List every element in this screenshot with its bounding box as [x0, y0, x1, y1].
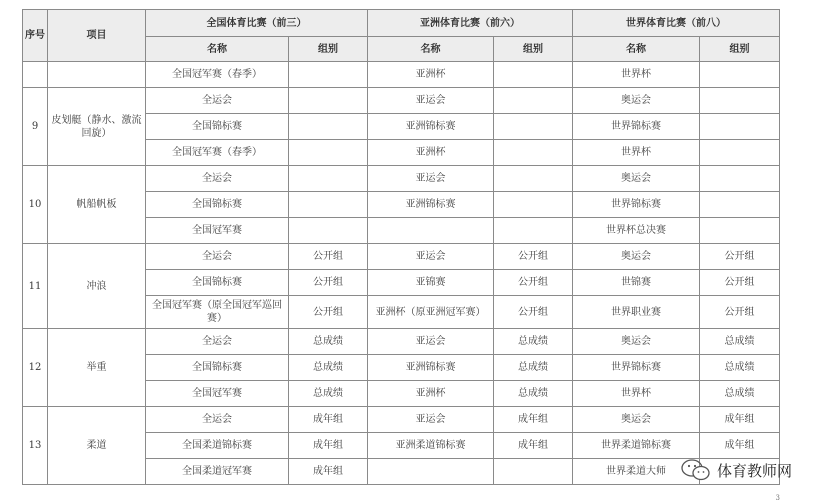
cell-world-name: 奥运会 [573, 244, 700, 270]
cell-world-name: 世界杯 [573, 62, 700, 88]
cell-national-group [289, 88, 368, 114]
table-row [23, 88, 780, 114]
cell-national-name: 全国冠军赛 [146, 381, 289, 407]
cell-national-name: 全国柔道锦标赛 [146, 433, 289, 459]
cell-world-group [700, 114, 780, 140]
table-row [23, 166, 780, 192]
cell-national-group [289, 140, 368, 166]
cell-asian-name: 亚洲杯 [368, 140, 494, 166]
cell-asian-name [368, 459, 494, 485]
cell-world-group [700, 166, 780, 192]
cell-world-name: 世界锦标赛 [573, 355, 700, 381]
cell-asian-name: 亚锦赛 [368, 270, 494, 296]
page-number: 3 [775, 494, 780, 502]
cell-asian-group: 总成绩 [494, 355, 573, 381]
header-row-top [23, 10, 780, 37]
cell-world-name: 世界杯 [573, 381, 700, 407]
header-group: 组别 [494, 37, 573, 62]
cell-national-group [289, 166, 368, 192]
cell-world-name: 世锦赛 [573, 270, 700, 296]
cell-national-name: 全运会 [146, 407, 289, 433]
cell-item: 皮划艇（静水、激流回旋） [48, 88, 146, 166]
cell-world-name: 世界柔道锦标赛 [573, 433, 700, 459]
cell-asian-name: 亚洲杯 [368, 381, 494, 407]
cell-national-group: 公开组 [289, 244, 368, 270]
cell-world-name: 世界柔道大师 [573, 459, 700, 485]
cell-world-group: 成年组 [700, 407, 780, 433]
cell-world-name: 世界锦标赛 [573, 192, 700, 218]
watermark [681, 459, 792, 481]
cell-asian-group [494, 459, 573, 485]
cell-asian-group: 公开组 [494, 244, 573, 270]
table-body [23, 62, 780, 485]
table-row [23, 62, 780, 88]
cell-world-group: 公开组 [700, 244, 780, 270]
cell-national-group: 公开组 [289, 270, 368, 296]
cell-asian-name: 亚洲杯 [368, 62, 494, 88]
cell-national-name: 全国冠军赛（原全国冠军巡回赛） [146, 296, 289, 329]
cell-national-name: 全运会 [146, 166, 289, 192]
cell-national-name: 全国锦标赛 [146, 270, 289, 296]
cell-seq: 12 [23, 329, 48, 407]
cell-asian-name: 亚洲锦标赛 [368, 192, 494, 218]
cell-national-name: 全国柔道冠军赛 [146, 459, 289, 485]
cell-asian-name: 亚洲柔道锦标赛 [368, 433, 494, 459]
cell-world-name: 奥运会 [573, 166, 700, 192]
cell-asian-name: 亚运会 [368, 407, 494, 433]
table-row [23, 244, 780, 270]
cell-asian-group [494, 166, 573, 192]
cell-item: 冲浪 [48, 244, 146, 329]
wechat-logo-icon [681, 459, 711, 481]
cell-world-name: 世界杯总决赛 [573, 218, 700, 244]
cell-national-group: 成年组 [289, 459, 368, 485]
table-row [23, 329, 780, 355]
cell-world-group: 总成绩 [700, 329, 780, 355]
cell-item: 柔道 [48, 407, 146, 485]
cell-national-name: 全运会 [146, 88, 289, 114]
header-seq: 序号 [23, 10, 48, 62]
cell-national-group: 总成绩 [289, 355, 368, 381]
header-group: 组别 [289, 37, 368, 62]
cell-world-group [700, 192, 780, 218]
cell-item [48, 62, 146, 88]
cell-asian-group: 成年组 [494, 407, 573, 433]
cell-national-group [289, 192, 368, 218]
cell-national-group [289, 114, 368, 140]
cell-seq [23, 62, 48, 88]
cell-asian-name [368, 218, 494, 244]
competition-table [22, 9, 780, 485]
cell-asian-name: 亚运会 [368, 244, 494, 270]
cell-national-name: 全国锦标赛 [146, 114, 289, 140]
cell-asian-group [494, 62, 573, 88]
table-row [23, 407, 780, 433]
cell-seq: 11 [23, 244, 48, 329]
cell-world-group [700, 88, 780, 114]
cell-world-group [700, 62, 780, 88]
cell-national-name: 全国冠军赛（春季） [146, 62, 289, 88]
cell-asian-group [494, 140, 573, 166]
cell-asian-group: 成年组 [494, 433, 573, 459]
cell-asian-name: 亚运会 [368, 166, 494, 192]
header-name: 名称 [368, 37, 494, 62]
cell-asian-group [494, 88, 573, 114]
cell-seq: 13 [23, 407, 48, 485]
header-asian: 亚洲体育比赛（前六） [368, 10, 573, 37]
cell-asian-group [494, 218, 573, 244]
cell-world-group [700, 140, 780, 166]
cell-world-name: 奥运会 [573, 329, 700, 355]
header-item: 项目 [48, 10, 146, 62]
cell-asian-group: 公开组 [494, 270, 573, 296]
cell-item: 帆船帆板 [48, 166, 146, 244]
cell-seq: 9 [23, 88, 48, 166]
cell-world-name: 奥运会 [573, 88, 700, 114]
cell-national-group: 总成绩 [289, 329, 368, 355]
watermark-text: 体育教师网 [716, 461, 792, 480]
cell-world-name: 世界职业赛 [573, 296, 700, 329]
cell-seq: 10 [23, 166, 48, 244]
cell-national-group: 总成绩 [289, 381, 368, 407]
cell-national-name: 全运会 [146, 329, 289, 355]
cell-asian-group [494, 192, 573, 218]
cell-national-group: 公开组 [289, 296, 368, 329]
cell-national-name: 全国锦标赛 [146, 355, 289, 381]
cell-world-group: 总成绩 [700, 381, 780, 407]
cell-world-name: 奥运会 [573, 407, 700, 433]
cell-asian-name: 亚洲锦标赛 [368, 114, 494, 140]
cell-world-name: 世界锦标赛 [573, 114, 700, 140]
cell-national-name: 全运会 [146, 244, 289, 270]
cell-world-name: 世界杯 [573, 140, 700, 166]
cell-asian-group [494, 114, 573, 140]
cell-national-name: 全国锦标赛 [146, 192, 289, 218]
cell-world-group: 公开组 [700, 270, 780, 296]
header-group: 组别 [700, 37, 780, 62]
cell-world-group: 总成绩 [700, 355, 780, 381]
header-name: 名称 [573, 37, 700, 62]
cell-world-group: 公开组 [700, 296, 780, 329]
cell-national-name: 全国冠军赛 [146, 218, 289, 244]
cell-national-group [289, 62, 368, 88]
cell-national-group: 成年组 [289, 407, 368, 433]
cell-national-group [289, 218, 368, 244]
cell-asian-name: 亚运会 [368, 329, 494, 355]
cell-world-group: 成年组 [700, 433, 780, 459]
cell-national-name: 全国冠军赛（春季） [146, 140, 289, 166]
cell-asian-name: 亚洲杯（原亚洲冠军赛） [368, 296, 494, 329]
header-national: 全国体育比赛（前三） [146, 10, 368, 37]
cell-world-group [700, 218, 780, 244]
cell-asian-group: 总成绩 [494, 381, 573, 407]
cell-asian-name: 亚洲锦标赛 [368, 355, 494, 381]
cell-asian-group: 总成绩 [494, 329, 573, 355]
cell-national-group: 成年组 [289, 433, 368, 459]
header-name: 名称 [146, 37, 289, 62]
cell-asian-name: 亚运会 [368, 88, 494, 114]
header-world: 世界体育比赛（前八） [573, 10, 780, 37]
cell-item: 举重 [48, 329, 146, 407]
cell-asian-group: 公开组 [494, 296, 573, 329]
